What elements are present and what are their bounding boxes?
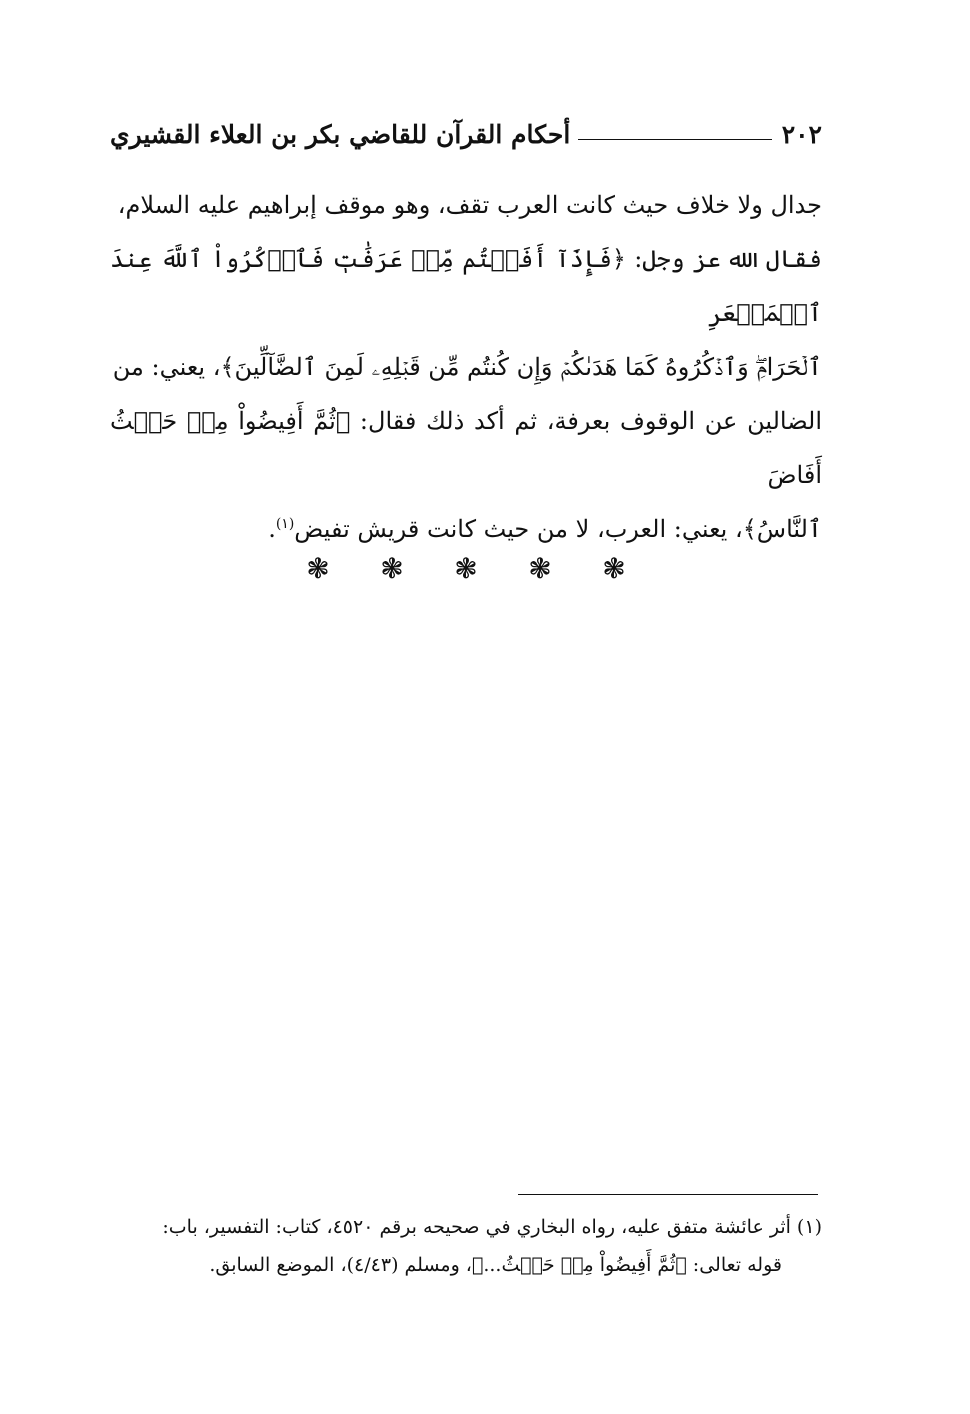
asterism-icon: ❃ (528, 552, 552, 585)
page-number: ٢٠٢ (781, 119, 822, 149)
text-line: ٱلۡحَرَامِۖ وَٱذۡكُرُوهُ كَمَا هَدَىٰكُمۡ وَإِن كُنتُم مِّن قَبۡلِهِۦ لَمِنَ ٱلضَّآلِّينَ﴾، يعني: من (112, 353, 822, 381)
asterism-icon: ❃ (380, 552, 404, 585)
main-text (110, 178, 822, 556)
footnote-marker: (١) (275, 516, 295, 532)
end-punctuation: . (268, 515, 276, 543)
text-line-last (110, 502, 822, 556)
text-line: جدال ولا خلاف حيث كانت العرب تقف، وهو موقف إبراهيم عليه السلام، (117, 191, 822, 219)
running-header (110, 112, 822, 156)
section-separator (110, 552, 822, 585)
asterism-icon: ❃ (306, 552, 330, 585)
asterism-icon: ❃ (602, 552, 626, 585)
text-line: ٱلنَّاسُ﴾، يعني: العرب، لا من حيث كانت قريش تفيض (294, 515, 822, 543)
footnotes (110, 1208, 822, 1284)
text-line: الضالين عن الوقوف بعرفة، ثم أكد ذلك فقال: ﴿ثُمَّ أَفِيضُواْ مِنۡ حَيۡثُ أَفَاضَ (110, 407, 822, 489)
footnote-line: قوله تعالى: ﴿ثُمَّ أَفِيضُواْ مِنۡ حَيۡثُ...﴾، ومسلم (٤/٤٣)، الموضع السابق. (209, 1254, 782, 1276)
footnote-line: (١) أثر عائشة متفق عليه، رواه البخاري في صحيحه برقم ٤٥٢٠، كتاب: التفسير، باب: (162, 1216, 822, 1238)
text-line: فقال الله عز وجل: ﴿فَإِذَآ أَفَضۡتُم مِّنۡ عَرَفَٰتٖ فَٱذۡكُرُواْ ٱللَّهَ عِندَ ٱلۡمَشۡعَرِ (110, 245, 822, 327)
asterism-icon: ❃ (454, 552, 478, 585)
footnote-divider (518, 1194, 818, 1195)
header-rule (578, 139, 771, 140)
book-title: أحكام القرآن للقاضي بكر بن العلاء القشيري (110, 119, 571, 149)
